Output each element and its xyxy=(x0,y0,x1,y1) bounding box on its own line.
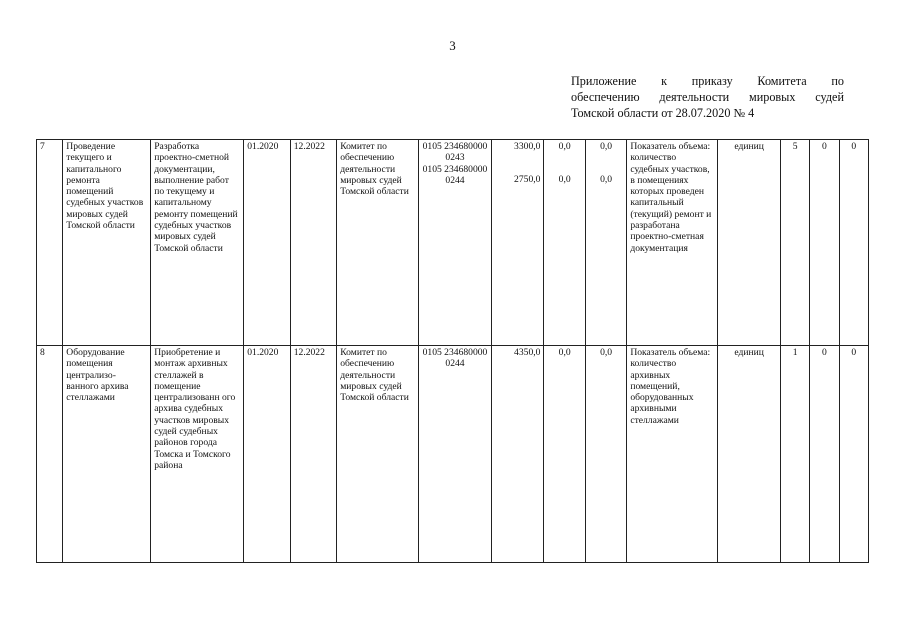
start-date: 01.2020 xyxy=(244,140,291,346)
amount-value: 2750,0 xyxy=(514,174,541,186)
activity-description: Разработка проектно-сметной документации, выполнение работ по текущему и капитальному ремонту помещений судебных участков мировых судей Томской области xyxy=(151,140,244,346)
header-line: обеспечению деятельности мировых судей xyxy=(571,90,844,104)
page-number: 3 xyxy=(449,38,456,53)
executor: Комитет по обеспечению деятельности мировых судей Томской области xyxy=(337,140,419,346)
amount-year-2: 0,0 xyxy=(544,346,585,563)
order-reference-header xyxy=(571,73,844,121)
amount-year-3 xyxy=(585,140,626,346)
activities-table xyxy=(36,139,869,563)
budget-code: 0105 234680000 0243 xyxy=(422,141,488,164)
indicator-value-1: 5 xyxy=(780,140,809,346)
indicator-value-1: 1 xyxy=(780,346,809,563)
row-number: 8 xyxy=(37,346,63,563)
header-line: Приложение к приказу Комитета по xyxy=(571,74,844,88)
budget-codes xyxy=(419,346,492,563)
table-row xyxy=(37,346,869,563)
amount-year-1: 4350,0 xyxy=(491,346,544,563)
amount-year-1 xyxy=(491,140,544,346)
indicator: Показатель объема: количество судебных участков, в помещениях которых проведен капитальный (текущий) ремонт и разработана проектно-сметная документация xyxy=(627,140,718,346)
amount-value: 0,0 xyxy=(600,174,613,186)
end-date: 12.2022 xyxy=(290,140,337,346)
end-date: 12.2022 xyxy=(290,346,337,563)
amount-year-2 xyxy=(544,140,585,346)
indicator-value-3: 0 xyxy=(839,346,868,563)
indicator: Показатель объема: количество архивных помещений, оборудованных архивными стеллажами xyxy=(627,346,718,563)
amount-value: 0,0 xyxy=(558,174,571,186)
start-date: 01.2020 xyxy=(244,346,291,563)
header-line: Томской области от 28.07.2020 № 4 xyxy=(571,106,755,120)
amount-value: 3300,0 xyxy=(514,141,541,152)
activity-description: Приобретение и монтаж архивных стеллажей в помещение централизованн ого архива судебных участков мировых судей судебных районов города Томска и Томского района xyxy=(151,346,244,563)
budget-code: 0105 234680000 0244 xyxy=(422,347,488,370)
unit: единиц xyxy=(718,140,781,346)
budget-codes xyxy=(419,140,492,346)
amount-year-3: 0,0 xyxy=(585,346,626,563)
indicator-value-3: 0 xyxy=(839,140,868,346)
measure-name: Проведение текущего и капитального ремонта помещений судебных участков мировых судей Томской области xyxy=(63,140,151,346)
budget-code: 0105 234680000 0244 xyxy=(422,163,488,186)
executor: Комитет по обеспечению деятельности мировых судей Томской области xyxy=(337,346,419,563)
indicator-value-2: 0 xyxy=(810,346,839,563)
indicator-value-2: 0 xyxy=(810,140,839,346)
row-number: 7 xyxy=(37,140,63,346)
table-row xyxy=(37,140,869,346)
unit: единиц xyxy=(718,346,781,563)
measure-name: Оборудование помещения централизо-ванного архива стеллажами xyxy=(63,346,151,563)
amount-value: 0,0 xyxy=(558,141,571,152)
amount-value: 0,0 xyxy=(600,141,613,152)
